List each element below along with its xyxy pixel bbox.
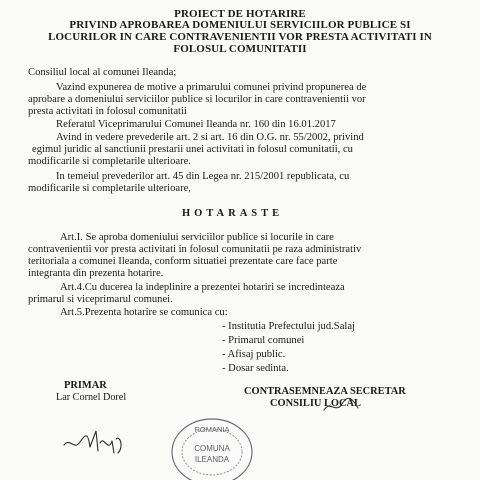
preamble-p1-line3: presta activitati in folosul comunitatii [28, 106, 187, 117]
preamble-p1-line1: Vazind expunerea de motive a primarului comunei privind propunerea de [56, 82, 367, 93]
preamble-p3-line3: modificarile si completarile ulterioare. [28, 156, 191, 167]
preamble-p3-line2: egimul juridic al sanctiunii prestarii unei activitati in folosul comunitatii, cu [32, 144, 353, 155]
article-1-line3: teritoriala a comunei Ileanda, conform situatiei prezentate care face parte [28, 256, 338, 267]
title-line-1: PROIECT DE HOTARIRE [174, 8, 306, 20]
recipient-item: - Dosar sedinta. [222, 363, 289, 374]
preamble-p3-line1: Avind in vedere prevederile art. 2 si art. 16 din O.G. nr. 55/2002, privind [56, 132, 364, 143]
article-1-line1: Art.I. Se aproba domeniului serviciilor publice si locurile in care [60, 232, 334, 243]
recipient-item: - Afisaj public. [222, 349, 286, 360]
article-4-line2: primarul si viceprimarul comunei. [28, 294, 173, 305]
title-line-4: FOLOSUL COMUNITATII [173, 43, 307, 55]
title-line-2: PRIVIND APROBAREA DOMENIULUI SERVICIILOR PUBLICE SI [69, 19, 411, 31]
article-1-line4: integranta din prezenta hotarire. [28, 268, 164, 279]
stamp-country: ROMANIA [194, 425, 230, 434]
secretary-title-line1: CONTRASEMNEAZA SECRETAR [244, 386, 406, 397]
council-line: Consiliul local al comunei Ileanda; [28, 67, 177, 78]
secretary-signature-icon [322, 396, 362, 416]
decision-heading: HOTARASTE [182, 208, 284, 219]
preamble-p4-line2: modificarile si completarile ulterioare, [28, 183, 191, 194]
secretary-title-line2: CONSILIU LOCAL [270, 398, 361, 409]
preamble-p2-line1: Referatul Viceprimarului Comunei Ileanda nr. 160 din 16.01.2017 [56, 119, 336, 130]
article-5-line1: Art.5.Prezenta hotarire se comunica cu: [60, 307, 228, 318]
recipient-item: - Primarul comunei [222, 335, 305, 346]
title-line-3: LOCURILOR IN CARE CONTRAVENIENTII VOR PRESTA ACTIVITATI IN [48, 31, 432, 43]
stamp-line1: COMUNA [194, 444, 230, 453]
mayor-signature-icon [60, 425, 130, 460]
article-4-line1: Art.4.Cu ducerea la indeplinire a prezentei hotariri se incredinteaza [60, 282, 345, 293]
preamble-p4-line1: In temeiul prevederilor art. 45 din Legea nr. 215/2001 republicata, cu [56, 171, 350, 182]
mayor-name: Lar Cornel Dorel [56, 392, 127, 403]
recipient-item: - Institutia Prefectului jud.Salaj [222, 321, 355, 332]
article-1-line2: contravenientii vor presta activitati in folosul comunitatii pe raza administrativ [28, 244, 362, 255]
official-stamp-icon [164, 414, 260, 480]
mayor-title: PRIMAR [64, 380, 107, 391]
stamp-line2: ILEANDA [194, 455, 230, 464]
preamble-p1-line2: aprobare a domeniului serviciilor publice si locurilor in care contravenientii vor [28, 94, 366, 105]
